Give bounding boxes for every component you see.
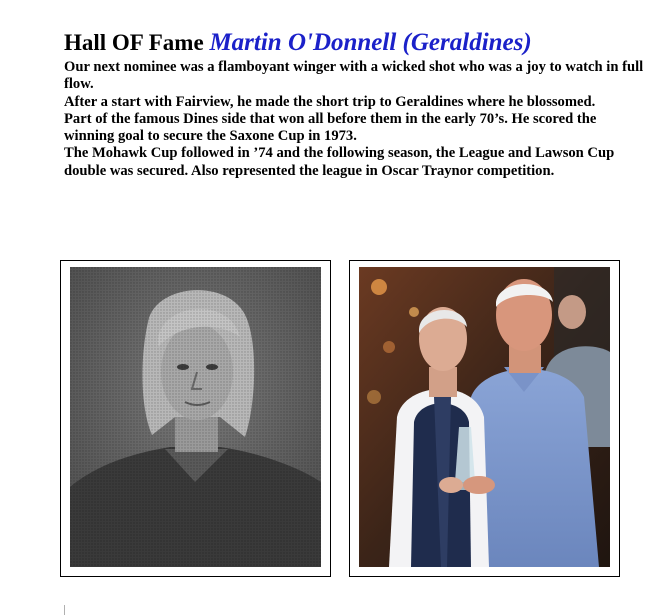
- nominee-description: [64, 59, 646, 180]
- text-cursor: [64, 605, 65, 615]
- nominee-name: Martin O'Donnell (Geraldines): [209, 29, 532, 56]
- page-title: [64, 28, 532, 58]
- award-presentation-photo-icon: [359, 267, 610, 567]
- paragraph-dines-side: Part of the famous Dines side that won all before them in the early 70’s. He scored the winning goal to secure the Saxone Cup in 1973.: [64, 110, 597, 145]
- paragraph-honours: The Mohawk Cup followed in ’74 and the following season, the League and Lawson Cup double was secured. Also represented the league in Oscar Traynor competition.: [64, 145, 615, 179]
- photo-frame-right: [349, 260, 620, 577]
- title-prefix: Hall OF Fame: [64, 30, 204, 55]
- paragraph-intro: Our next nominee was a flamboyant winger with a wicked shot who was a joy to watch in full flow.: [64, 59, 644, 93]
- paragraph-career-start: After a start with Fairview, he made the short trip to Geraldines where he blossomed.: [64, 93, 596, 110]
- photo-frame-left: [60, 260, 331, 577]
- portrait-photo-icon: [70, 267, 321, 567]
